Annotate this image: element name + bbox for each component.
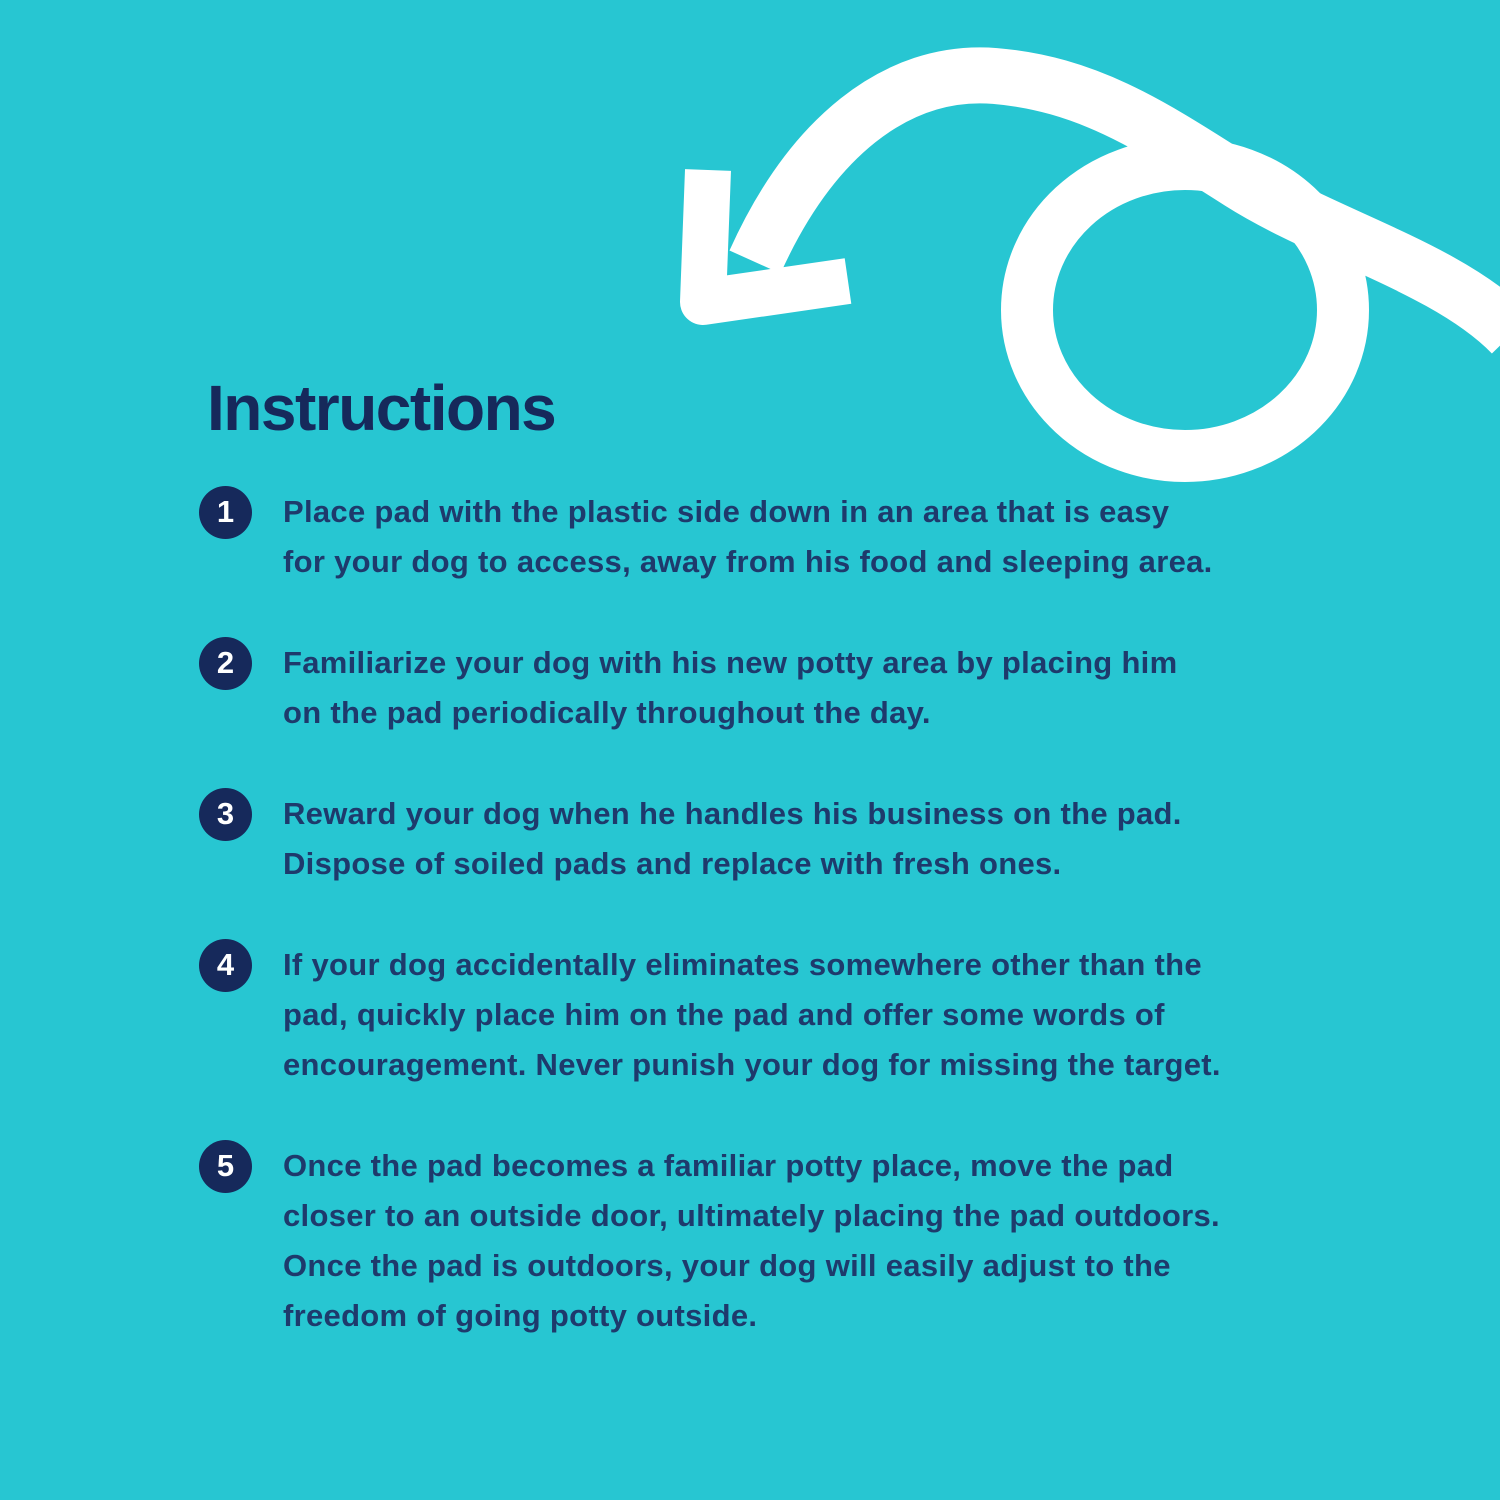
step-3-text: [283, 788, 1182, 889]
step-1-line-2: for your dog to access, away from his food and sleeping area.: [283, 544, 1213, 579]
step-4-number-badge: 4: [199, 939, 252, 992]
step-4-line-3: encouragement. Never punish your dog for missing the target.: [283, 1047, 1221, 1082]
step-5-line-1: Once the pad becomes a familiar potty place, move the pad: [283, 1148, 1174, 1183]
step-1-number-badge: 1: [199, 486, 252, 539]
step-2-line-1: Familiarize your dog with his new potty area by placing him: [283, 645, 1178, 680]
step-2-line-2: on the pad periodically throughout the day.: [283, 695, 931, 730]
step-4-line-2: pad, quickly place him on the pad and offer some words of: [283, 997, 1165, 1032]
step-4-text: [283, 939, 1221, 1090]
steps-list: [199, 486, 1379, 1341]
arrow-shaft: [755, 75, 1500, 334]
instructions-content: [199, 372, 1379, 1341]
step-3-line-1: Reward your dog when he handles his business on the pad.: [283, 796, 1182, 831]
page-title: Instructions: [207, 372, 556, 444]
step-4-line-1: If your dog accidentally eliminates somewhere other than the: [283, 947, 1202, 982]
step-4: [199, 939, 1379, 1090]
step-2-text: [283, 637, 1177, 738]
step-5-line-4: freedom of going potty outside.: [283, 1298, 758, 1333]
step-5: [199, 1140, 1379, 1341]
step-3-number-badge: 3: [199, 788, 252, 841]
step-5-text: [283, 1140, 1220, 1341]
step-1-line-1: Place pad with the plastic side down in an area that is easy: [283, 494, 1170, 529]
step-1-text: [283, 486, 1213, 587]
step-5-line-2: closer to an outside door, ultimately placing the pad outdoors.: [283, 1198, 1220, 1233]
step-1: [199, 486, 1379, 587]
step-2: [199, 637, 1379, 738]
step-5-number-badge: 5: [199, 1140, 252, 1193]
arrowhead: [703, 170, 848, 302]
step-5-line-3: Once the pad is outdoors, your dog will easily adjust to the: [283, 1248, 1171, 1283]
step-3-line-2: Dispose of soiled pads and replace with fresh ones.: [283, 846, 1062, 881]
step-2-number-badge: 2: [199, 637, 252, 690]
step-3: [199, 788, 1379, 889]
